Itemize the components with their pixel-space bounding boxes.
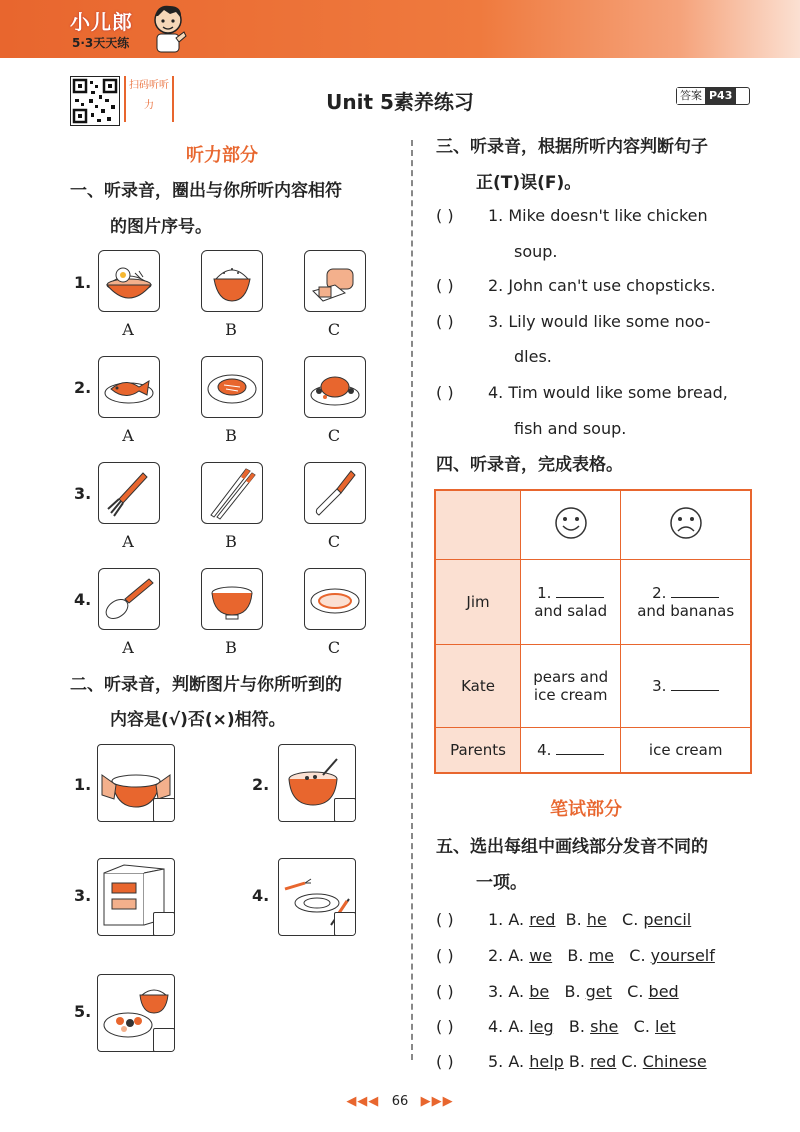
item-number: 1. [488, 910, 504, 929]
q1-item-number: 1. [74, 273, 92, 292]
option-label: C [327, 320, 341, 339]
q5-item[interactable] [436, 982, 679, 1001]
hands-bowl-icon [97, 744, 175, 822]
blank-line[interactable] [671, 583, 719, 598]
table-setting-icon [278, 858, 356, 936]
bowl-icon[interactable] [201, 568, 263, 630]
chopsticks-icon[interactable] [201, 462, 263, 524]
option-letter: B. [568, 1017, 585, 1036]
option-label: B [225, 320, 237, 339]
q5-item[interactable] [436, 1052, 707, 1071]
option-word: red [529, 910, 556, 929]
q3-item[interactable] [436, 383, 728, 402]
cell-text: and salad [534, 602, 608, 621]
item-number: 4. [488, 1017, 504, 1036]
option-word: me [588, 946, 614, 965]
table-cell[interactable] [621, 644, 751, 727]
answer-paren[interactable]: ( ) [436, 1017, 454, 1036]
answer-paren[interactable]: ( ) [436, 910, 454, 929]
option-word: we [529, 946, 553, 965]
q2-item-number: 3. [74, 886, 92, 905]
q3-item-text: 3. Lily would like some noo- [488, 312, 711, 331]
option-word: let [655, 1017, 676, 1036]
page-number: 66 [391, 1094, 409, 1109]
answer-paren[interactable]: ( ) [436, 312, 454, 331]
answer-box[interactable] [153, 1028, 175, 1052]
row-name-cell: Kate [435, 644, 521, 727]
option-word: Chinese [642, 1052, 707, 1071]
q2-item-number: 1. [74, 775, 92, 794]
option-label: A [122, 638, 134, 657]
option-letter: C. [627, 982, 644, 1001]
q3-item-text: 2. John can't use chopsticks. [488, 276, 716, 295]
option-word: be [529, 982, 550, 1001]
meal-icon [97, 974, 175, 1052]
answer-paren[interactable]: ( ) [436, 982, 454, 1001]
option-letter: B. [567, 946, 584, 965]
bread-icon[interactable] [304, 250, 366, 312]
noodles-icon[interactable] [98, 250, 160, 312]
column-divider [411, 140, 413, 1060]
knife-icon[interactable] [304, 462, 366, 524]
option-letter: A. [508, 946, 525, 965]
option-label: A [122, 426, 134, 445]
cell-text: pears and [533, 667, 609, 686]
answer-paren[interactable]: ( ) [436, 1052, 454, 1071]
option-label: A [122, 320, 134, 339]
brand-logo [70, 6, 150, 54]
q1-item-number: 3. [74, 484, 92, 503]
answer-box[interactable] [153, 798, 175, 822]
food-table [434, 489, 752, 774]
item-number: 2. [488, 946, 504, 965]
fork-icon[interactable] [98, 462, 160, 524]
option-word: help [529, 1052, 564, 1071]
q1-instruction-line1: 一、听录音，圈出与你所听内容相符 [70, 181, 342, 201]
q1-item-number: 4. [74, 590, 92, 609]
cell-number: 3. [652, 677, 667, 696]
q3-item[interactable] [436, 276, 716, 295]
cell-number: 2. [652, 584, 667, 603]
item-number: 5. [488, 1052, 504, 1071]
cell-number: 4. [537, 741, 552, 760]
option-letter: A. [508, 982, 525, 1001]
q2-instruction-line2: 内容是(√)否(×)相符。 [110, 710, 286, 730]
page-footer [0, 1094, 800, 1109]
q5-item[interactable] [436, 946, 715, 965]
table-cell[interactable] [521, 727, 621, 773]
soup-icon [278, 744, 356, 822]
q3-item[interactable] [436, 312, 710, 331]
option-word: she [590, 1017, 619, 1036]
scan-label: 扫码听听力 [124, 76, 174, 122]
like-header-cell [521, 490, 621, 560]
q5-item[interactable] [436, 910, 691, 929]
option-word: yourself [650, 946, 715, 965]
smile-face-icon [553, 505, 589, 541]
brand-name: 小儿郎 [70, 10, 133, 34]
q3-instruction-line2: 正(T)误(F)。 [476, 173, 582, 193]
table-cell[interactable] [521, 560, 621, 645]
q3-item-continued: fish and soup. [514, 419, 627, 438]
option-letter: A. [508, 1052, 525, 1071]
q2-item-number: 5. [74, 1002, 92, 1021]
fridge-icon [97, 858, 175, 936]
rice-bowl-icon[interactable] [201, 250, 263, 312]
cell-text: ice cream [648, 740, 723, 759]
option-letter: A. [508, 1017, 525, 1036]
chicken-plate-icon[interactable] [304, 356, 366, 418]
answer-paren[interactable]: ( ) [436, 383, 454, 402]
blank-line[interactable] [556, 583, 604, 598]
option-label: C [327, 638, 341, 657]
option-letter: C. [629, 946, 646, 965]
answer-page: P43 [705, 88, 736, 104]
answer-badge [676, 87, 750, 105]
spoon-icon[interactable] [98, 568, 160, 630]
series-name: 5·3天天练 [72, 36, 130, 50]
listening-section-title: 听力部分 [186, 145, 258, 166]
steak-plate-icon[interactable] [201, 356, 263, 418]
fish-plate-icon[interactable] [98, 356, 160, 418]
q5-instruction-line2: 一项。 [476, 873, 527, 893]
page-title: Unit 5素养练习 [326, 90, 474, 114]
plate-icon[interactable] [304, 568, 366, 630]
next-arrows-icon: ▶▶▶ [420, 1094, 454, 1109]
q3-item-continued: soup. [514, 242, 558, 261]
q3-item-text: 4. Tim would like some bread, [488, 383, 728, 402]
option-word: he [586, 910, 607, 929]
option-label: C [327, 426, 341, 445]
option-word: red [590, 1052, 617, 1071]
option-label: B [225, 532, 237, 551]
option-letter: A. [508, 910, 525, 929]
cell-text: ice cream [533, 685, 608, 704]
table-cell [521, 644, 621, 727]
q3-instruction-line1: 三、听录音，根据所听内容判断句子 [436, 137, 708, 157]
prev-arrows-icon: ◀◀◀ [346, 1094, 380, 1109]
row-name-cell: Jim [435, 560, 521, 645]
option-label: C [327, 532, 341, 551]
option-letter: C. [621, 1052, 638, 1071]
table-corner-cell [435, 490, 521, 560]
q5-instruction-line1: 五、选出每组中画线部分发音不同的 [436, 837, 708, 857]
q1-instruction-line2: 的图片序号。 [110, 217, 212, 237]
row-name-cell: Parents [435, 727, 521, 773]
q1-item-number: 2. [74, 378, 92, 397]
option-letter: C. [633, 1017, 650, 1036]
option-letter: B. [568, 1052, 585, 1071]
answer-box[interactable] [153, 912, 175, 936]
answer-box[interactable] [334, 798, 356, 822]
option-word: get [585, 982, 612, 1001]
option-word: bed [648, 982, 679, 1001]
cell-number: 1. [537, 584, 552, 603]
option-label: A [122, 532, 134, 551]
option-label: B [225, 638, 237, 657]
answer-paren[interactable]: ( ) [436, 276, 454, 295]
option-label: B [225, 426, 237, 445]
sad-face-icon [668, 505, 704, 541]
answer-paren[interactable]: ( ) [436, 206, 454, 225]
blank-line[interactable] [671, 676, 719, 691]
option-letter: B. [565, 910, 582, 929]
table-cell [621, 727, 751, 773]
answer-box[interactable] [334, 912, 356, 936]
item-number: 3. [488, 982, 504, 1001]
option-letter: C. [622, 910, 639, 929]
answer-paren[interactable]: ( ) [436, 946, 454, 965]
q4-instruction: 四、听录音，完成表格。 [436, 455, 623, 475]
written-section-title: 笔试部分 [550, 799, 622, 820]
q3-item[interactable] [436, 206, 708, 225]
table-cell[interactable] [621, 560, 751, 645]
answer-label: 答案 [677, 88, 705, 104]
blank-line[interactable] [556, 740, 604, 755]
dislike-header-cell [621, 490, 751, 560]
option-letter: B. [564, 982, 581, 1001]
mascot-icon [148, 2, 188, 54]
option-word: pencil [643, 910, 692, 929]
q3-item-continued: dles. [514, 347, 552, 366]
q5-item[interactable] [436, 1017, 676, 1036]
option-word: leg [529, 1017, 554, 1036]
q2-item-number: 2. [252, 775, 270, 794]
q2-instruction-line1: 二、听录音，判断图片与你所听到的 [70, 675, 342, 695]
cell-text: and bananas [637, 602, 735, 621]
q3-item-text: 1. Mike doesn't like chicken [488, 206, 708, 225]
q2-item-number: 4. [252, 886, 270, 905]
